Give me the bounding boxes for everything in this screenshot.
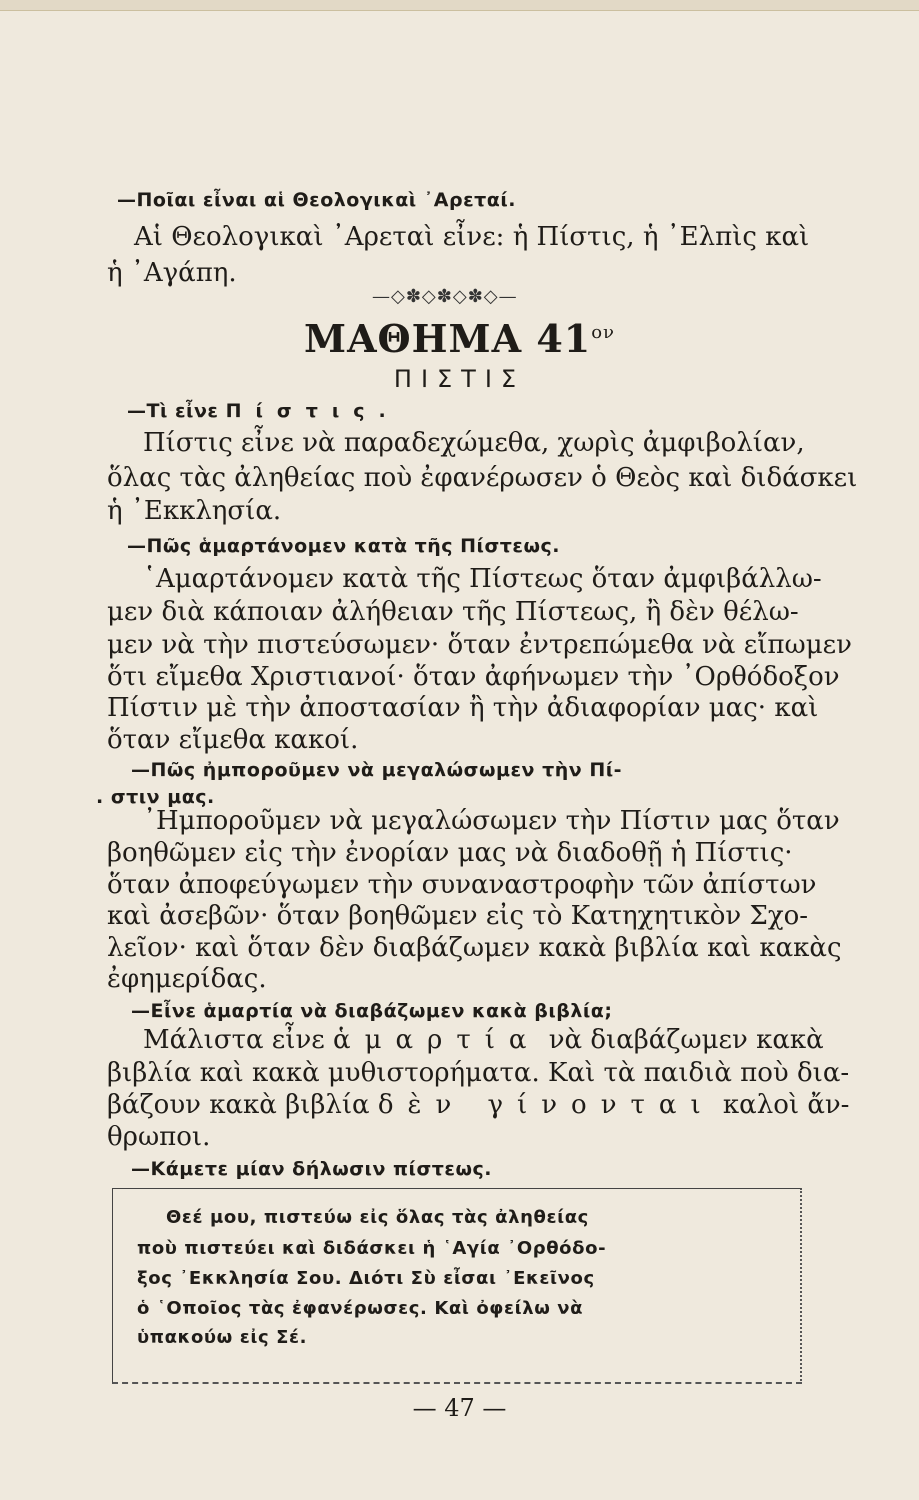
- declaration-line: Θεέ μου, πιστεύω εἰς ὅλας τὰς ἀληθείας: [166, 1207, 589, 1228]
- ornament-divider: —◇✽◇✽◇✽◇—: [372, 286, 518, 307]
- answer-line: ἡ ᾿Εκκλησία.: [107, 496, 282, 526]
- answer-line: Πίστις εἶνε νὰ παραδεχώμεθα, χωρὶς ἀμφιβολίαν,: [143, 428, 805, 458]
- answer-text: Μάλιστα εἶνε: [143, 1025, 334, 1055]
- answer-line: βοηθῶμεν εἰς τὴν ἐνορίαν μας νὰ διαδοθῇ ἡ Πίστις·: [107, 838, 793, 868]
- lesson-title: [0, 316, 919, 361]
- answer-line: ᾿Ημποροῦμεν νὰ μεγαλώσωμεν τὴν Πίστιν μας ὅταν: [143, 806, 840, 836]
- lesson-title-suffix: ον: [591, 322, 615, 343]
- answer-line: [107, 1090, 849, 1120]
- lesson-subtitle: ΠΙΣΤΙΣ: [393, 365, 526, 393]
- question-text: —Τὶ εἶνε: [127, 400, 226, 422]
- declaration-line: ποὺ πιστεύει καὶ διδάσκει ἡ ῾Αγία ᾿Ορθόδο-: [137, 1238, 607, 1259]
- declaration-line: ὑπακούω εἰς Σέ.: [137, 1327, 308, 1348]
- answer-line: μεν διὰ κάποιαν ἀλήθειαν τῆς Πίστεως, ἢ δὲν θέλω-: [107, 597, 799, 627]
- question-bad-books: —Εἶνε ἁμαρτία νὰ διαβάζωμεν κακὰ βιβλία;: [131, 1000, 613, 1022]
- question-theological-virtues: —Ποῖαι εἶναι αἱ Θεολογικαὶ ᾿Αρεταί.: [117, 189, 516, 211]
- answer-line: ὅλας τὰς ἀληθείας ποὺ ἐφανέρωσεν ὁ Θεὸς καὶ διδάσκει: [107, 463, 858, 493]
- answer-line: ῾Αμαρτάνομεν κατὰ τῆς Πίστεως ὅταν ἀμφιβάλλω-: [143, 564, 822, 594]
- answer-line: ἐφημερίδας.: [107, 964, 267, 994]
- answer-text: βάζουν κακὰ βιβλία: [107, 1090, 378, 1120]
- answer-line: καὶ ἀσεβῶν· ὅταν βοηθῶμεν εἰς τὸ Κατηχητικὸν Σχο-: [107, 901, 809, 931]
- answer-text: νὰ διαβάζωμεν κακὰ: [540, 1025, 824, 1055]
- answer-line: Πίστιν μὲ τὴν ἀποστασίαν ἢ τὴν ἀδιαφορίαν μας· καὶ: [107, 693, 819, 723]
- emphasized-word: δὲν γίνονται: [377, 1090, 715, 1120]
- question-grow-faith-cont: . στιν μας.: [96, 786, 215, 808]
- answer-line: ὅταν ἀποφεύγωμεν τὴν συναναστροφὴν τῶν ἀπίστων: [107, 870, 817, 900]
- question-what-is-faith: [127, 396, 400, 426]
- answer-line: λεῖον· καὶ ὅταν δὲν διαβάζωμεν κακὰ βιβλία καὶ κακὰς: [107, 933, 842, 963]
- lesson-title-text: ΜΑΘΗΜΑ 41: [304, 316, 592, 361]
- answer-line: θρωποι.: [107, 1122, 211, 1152]
- question-spaced-word: Πίστις.: [225, 400, 400, 422]
- declaration-line: ξος ᾿Εκκλησία Σου. Διότι Σὺ εἶσαι ᾿Εκεῖνος: [137, 1268, 595, 1289]
- question-sin-against-faith: —Πῶς ἁμαρτάνομεν κατὰ τῆς Πίστεως.: [127, 535, 560, 557]
- answer-line: [143, 1025, 824, 1055]
- page-number: — 47 —: [412, 1394, 507, 1422]
- answer-line: ἡ ᾿Αγάπη.: [107, 258, 237, 288]
- answer-line: Αἱ Θεολογικαὶ ᾿Αρεταὶ εἶνε: ἡ Πίστις, ἡ ᾿Ελπὶς καὶ: [134, 222, 810, 252]
- answer-line: βιβλία καὶ κακὰ μυθιστορήματα. Καὶ τὰ παιδιὰ ποὺ δια-: [107, 1058, 850, 1088]
- emphasized-word: ἁμαρτία: [333, 1025, 541, 1055]
- answer-line: ὅτι εἴμεθα Χριστιανοί· ὅταν ἀφήνωμεν τὴν ᾿Ορθόδοξον: [107, 662, 840, 692]
- answer-text: καλοὶ ἄν-: [714, 1090, 850, 1120]
- answer-line: μεν νὰ τὴν πιστεύσωμεν· ὅταν ἐντρεπώμεθα νὰ εἴπωμεν: [107, 630, 852, 660]
- answer-line: ὅταν εἴμεθα κακοί.: [107, 725, 359, 755]
- declaration-line: ὁ ῾Οποῖος τὰς ἐφανέρωσες. Καὶ ὀφείλω νὰ: [137, 1298, 584, 1319]
- question-declaration: —Κάμετε μίαν δήλωσιν πίστεως.: [131, 1158, 492, 1180]
- question-grow-faith: —Πῶς ἠμποροῦμεν νὰ μεγαλώσωμεν τὴν Πί-: [131, 759, 623, 781]
